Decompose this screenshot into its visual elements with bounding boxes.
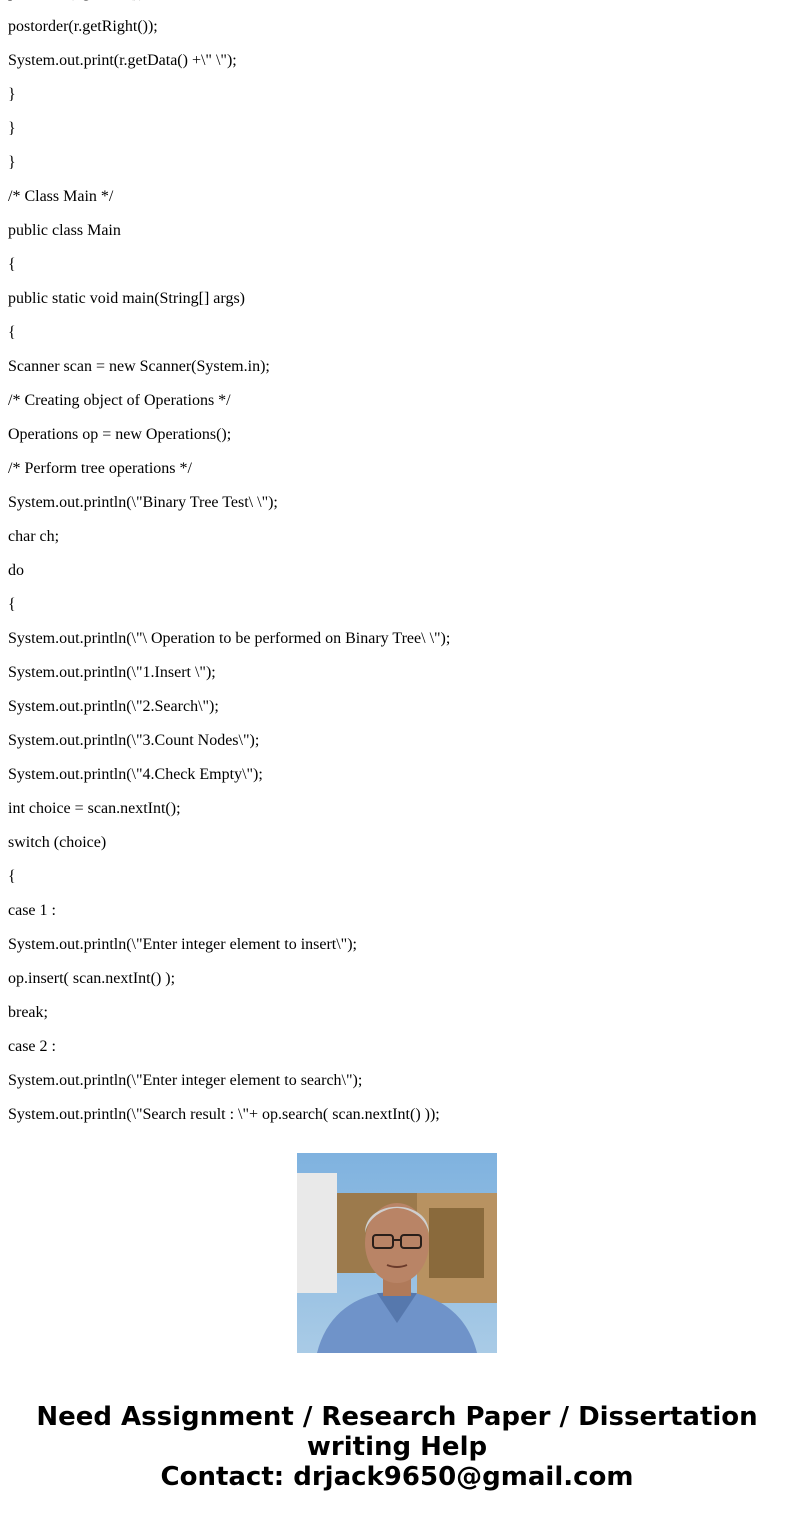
code-line: public class Main xyxy=(8,222,121,239)
code-line: case 1 : xyxy=(8,902,56,919)
promo-line-3: Contact: drjack9650@gmail.com xyxy=(160,1462,634,1492)
code-line: { xyxy=(8,324,16,341)
code-line: /* Class Main */ xyxy=(8,188,114,205)
code-line: System.out.println(\"3.Count Nodes\"); xyxy=(8,732,260,749)
code-line: System.out.print(r.getData() +\" \"); xyxy=(8,52,237,69)
code-line: { xyxy=(8,596,16,613)
code-line: do xyxy=(8,562,24,579)
code-line: System.out.println(\"Search result : \"+ op.search( scan.nextInt() )); xyxy=(8,1106,440,1123)
promo-line-1: Need Assignment / Research Paper / Dissertation xyxy=(36,1402,758,1432)
code-line: op.insert( scan.nextInt() ); xyxy=(8,970,176,987)
code-line: System.out.println(\"\ Operation to be performed on Binary Tree\ \"); xyxy=(8,630,451,647)
code-line: System.out.println(\"2.Search\"); xyxy=(8,698,219,715)
promo-banner xyxy=(0,1402,794,1492)
code-listing xyxy=(8,0,450,1140)
code-line: { xyxy=(8,256,16,273)
code-line: } xyxy=(8,120,16,137)
code-line: switch (choice) xyxy=(8,834,107,851)
code-line: Operations op = new Operations(); xyxy=(8,426,232,443)
code-line: char ch; xyxy=(8,528,60,545)
code-line: /* Perform tree operations */ xyxy=(8,460,192,477)
code-line: { xyxy=(8,868,16,885)
code-line: /* Creating object of Operations */ xyxy=(8,392,231,409)
code-line: case 2 : xyxy=(8,1038,56,1055)
code-line: } xyxy=(8,154,16,171)
code-line: public static void main(String[] args) xyxy=(8,290,245,307)
code-line xyxy=(8,0,450,18)
code-line: Scanner scan = new Scanner(System.in); xyxy=(8,358,270,375)
author-avatar xyxy=(297,1153,497,1353)
code-line: int choice = scan.nextInt(); xyxy=(8,800,181,817)
avatar-photo xyxy=(297,1153,497,1353)
code-line: break; xyxy=(8,1004,48,1021)
code-line: System.out.println(\"4.Check Empty\"); xyxy=(8,766,263,783)
code-line: System.out.println(\"Enter integer element to search\"); xyxy=(8,1072,363,1089)
code-line: System.out.println(\"Binary Tree Test\ \"); xyxy=(8,494,278,511)
code-line: System.out.println(\"Enter integer element to insert\"); xyxy=(8,936,357,953)
code-line: postorder(r.getRight()); xyxy=(8,18,158,35)
promo-line-2: writing Help xyxy=(306,1432,488,1462)
code-line: } xyxy=(8,86,16,103)
code-line: System.out.println(\"1.Insert \"); xyxy=(8,664,216,681)
